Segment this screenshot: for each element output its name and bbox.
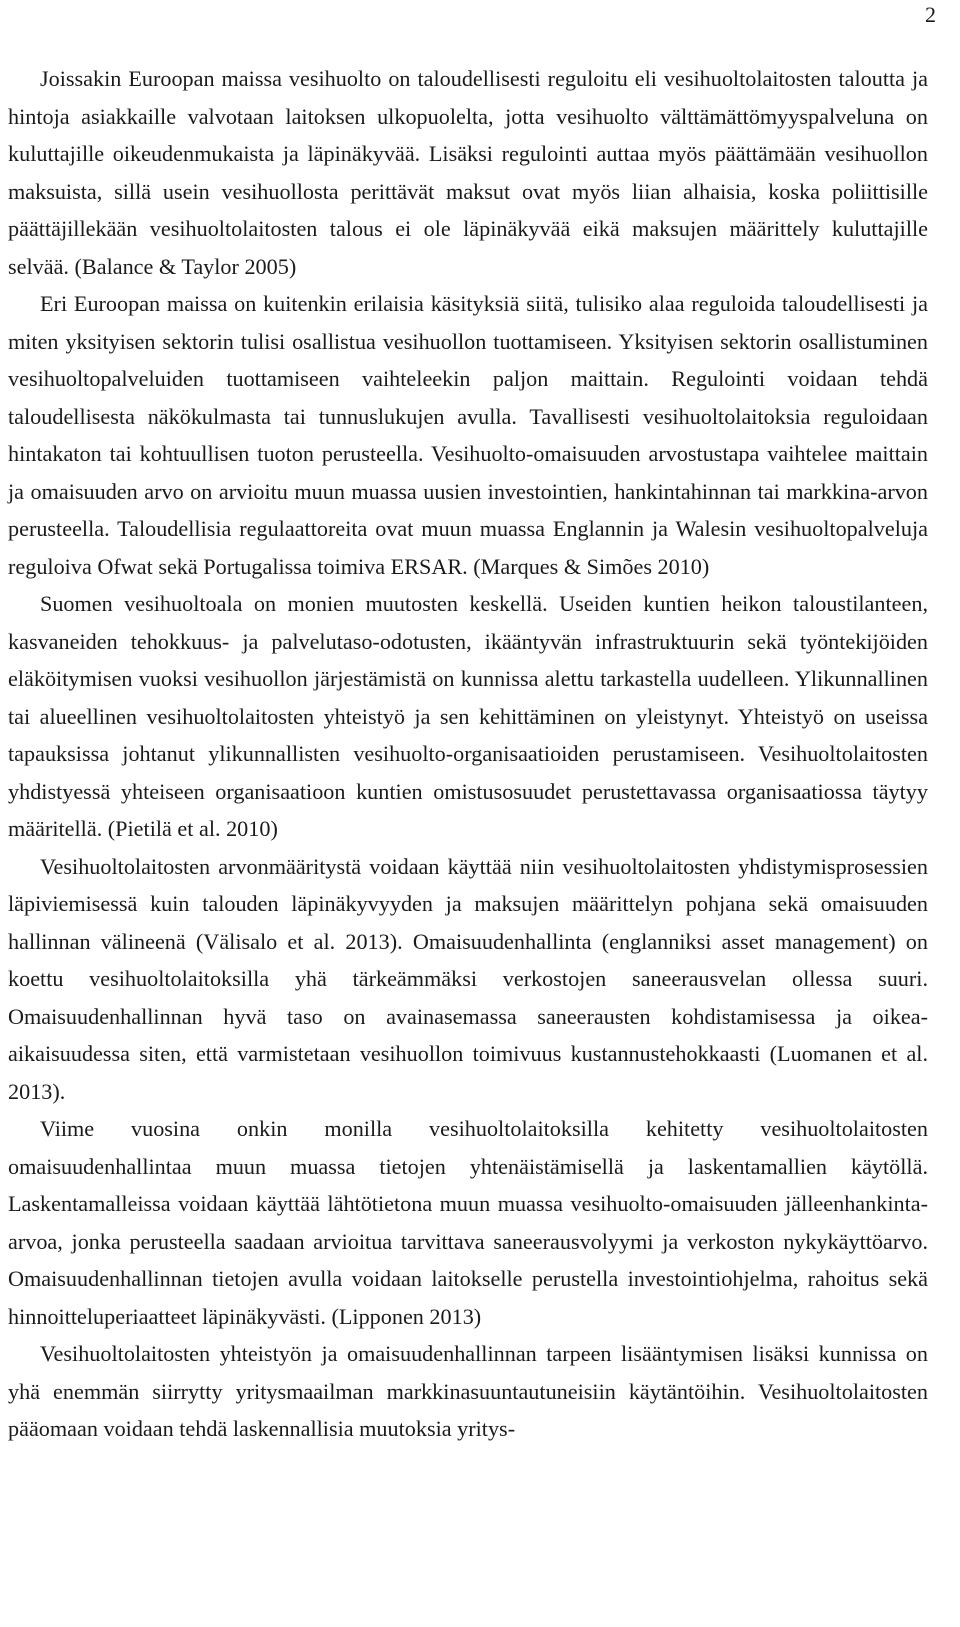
paragraph: Eri Euroopan maissa on kuitenkin erilaisia käsityksiä siitä, tulisiko alaa reguloida taloudellisesti ja miten yksityisen sektorin tulisi osallistua vesihuollon tuottamiseen. Yksityisen sektorin osallistuminen vesihuoltopalveluiden tuottamiseen vaihteleekin paljon maittain. Regulointi voidaan tehdä taloudellisesta näkökulmasta tai tunnuslukujen avulla. Tavallisesti vesihuoltolaitoksia reguloidaan hintakaton tai kohtuullisen tuoton perusteella. Vesihuolto-omaisuuden arvostustapa vaihtelee maittain ja omaisuuden arvo on arvioitu muun muassa uusien investointien, hankintahinnan tai markkina-arvon perusteella. Taloudellisia regulaattoreita ovat muun muassa Englannin ja Walesin vesihuoltopalveluja reguloiva Ofwat sekä Portugalissa toimiva ERSAR. (Marques & Simões 2010) — [8, 291, 928, 579]
paragraph: Joissakin Euroopan maissa vesihuolto on taloudellisesti reguloitu eli vesihuoltolaitosten taloutta ja hintoja asiakkaille valvotaan laitoksen ulkopuolelta, jotta vesihuolto välttämättömyyspalveluna on kuluttajille oikeudenmukaista ja läpinäkyvää. Lisäksi regulointi auttaa myös päättämään vesihuollon maksuista, sillä usein vesihuollosta perittävät maksut ovat myös liian alhaisia, koska poliittisille päättäjillekään vesihuoltolaitosten talous ei ole läpinäkyvää eikä maksujen määrittely kuluttajille selvää. (Balance & Taylor 2005) — [8, 66, 928, 279]
paragraph: Vesihuoltolaitosten yhteistyön ja omaisuudenhallinnan tarpeen lisääntymisen lisäksi kunnissa on yhä enemmän siirrytty yritysmaailman markkinasuuntautuneisiin käytäntöihin. Vesihuoltolaitosten pääomaan voidaan tehdä laskennallisia muutoksia yritys- — [8, 1341, 928, 1441]
body-text — [8, 60, 928, 1448]
paragraph: Vesihuoltolaitosten arvonmääritystä voidaan käyttää niin vesihuoltolaitosten yhdistymisprosessien läpiviemisessä kuin talouden läpinäkyvyyden ja maksujen määrittelyn pohjana sekä omaisuuden hallinnan välineenä (Välisalo et al. 2013). Omaisuudenhallinta (englanniksi asset management) on koettu vesihuoltolaitoksilla yhä tärkeämmäksi verkostojen saneerausvelan ollessa suuri. Omaisuudenhallinnan hyvä taso on avainasemassa saneerausten kohdistamisessa ja oikea-aikaisuudessa siten, että varmistetaan vesihuollon toimivuus kustannustehokkaasti (Luomanen et al. 2013). — [8, 853, 928, 1104]
paragraph: Suomen vesihuoltoala on monien muutosten keskellä. Useiden kuntien heikon taloustilanteen, kasvaneiden tehokkuus- ja palvelutaso-odotusten, ikääntyvän infrastruktuurin sekä työntekijöiden eläköitymisen vuoksi vesihuollon järjestämistä on kunnissa alettu tarkastella uudelleen. Ylikunnallinen tai alueellinen vesihuoltolaitosten yhteistyö ja sen kehittäminen on yleistynyt. Yhteistyö on useissa tapauksissa johtanut ylikunnallisten vesihuolto-organisaatioiden perustamiseen. Vesihuoltolaitosten yhdistyessä yhteiseen organisaatioon kuntien omistusosuudet perustettavassa organisaatiossa täytyy määritellä. (Pietilä et al. 2010) — [8, 591, 928, 841]
page-number: 2 — [925, 2, 936, 27]
paragraph: Viime vuosina onkin monilla vesihuoltolaitoksilla kehitetty vesihuoltolaitosten omaisuudenhallintaa muun muassa tietojen yhtenäistämisellä ja laskentamallien käytöllä. Laskentamalleissa voidaan käyttää lähtötietona muun muassa vesihuolto-omaisuuden jälleenhankinta-arvoa, jonka perusteella saadaan arvioitua tarvittava saneerausvolyymi ja verkoston nykykäyttöarvo. Omaisuudenhallinnan tietojen avulla voidaan laitokselle perustella investointiohjelma, rahoitus sekä hinnoitteluperiaatteet läpinäkyvästi. (Lipponen 2013) — [8, 1116, 928, 1329]
